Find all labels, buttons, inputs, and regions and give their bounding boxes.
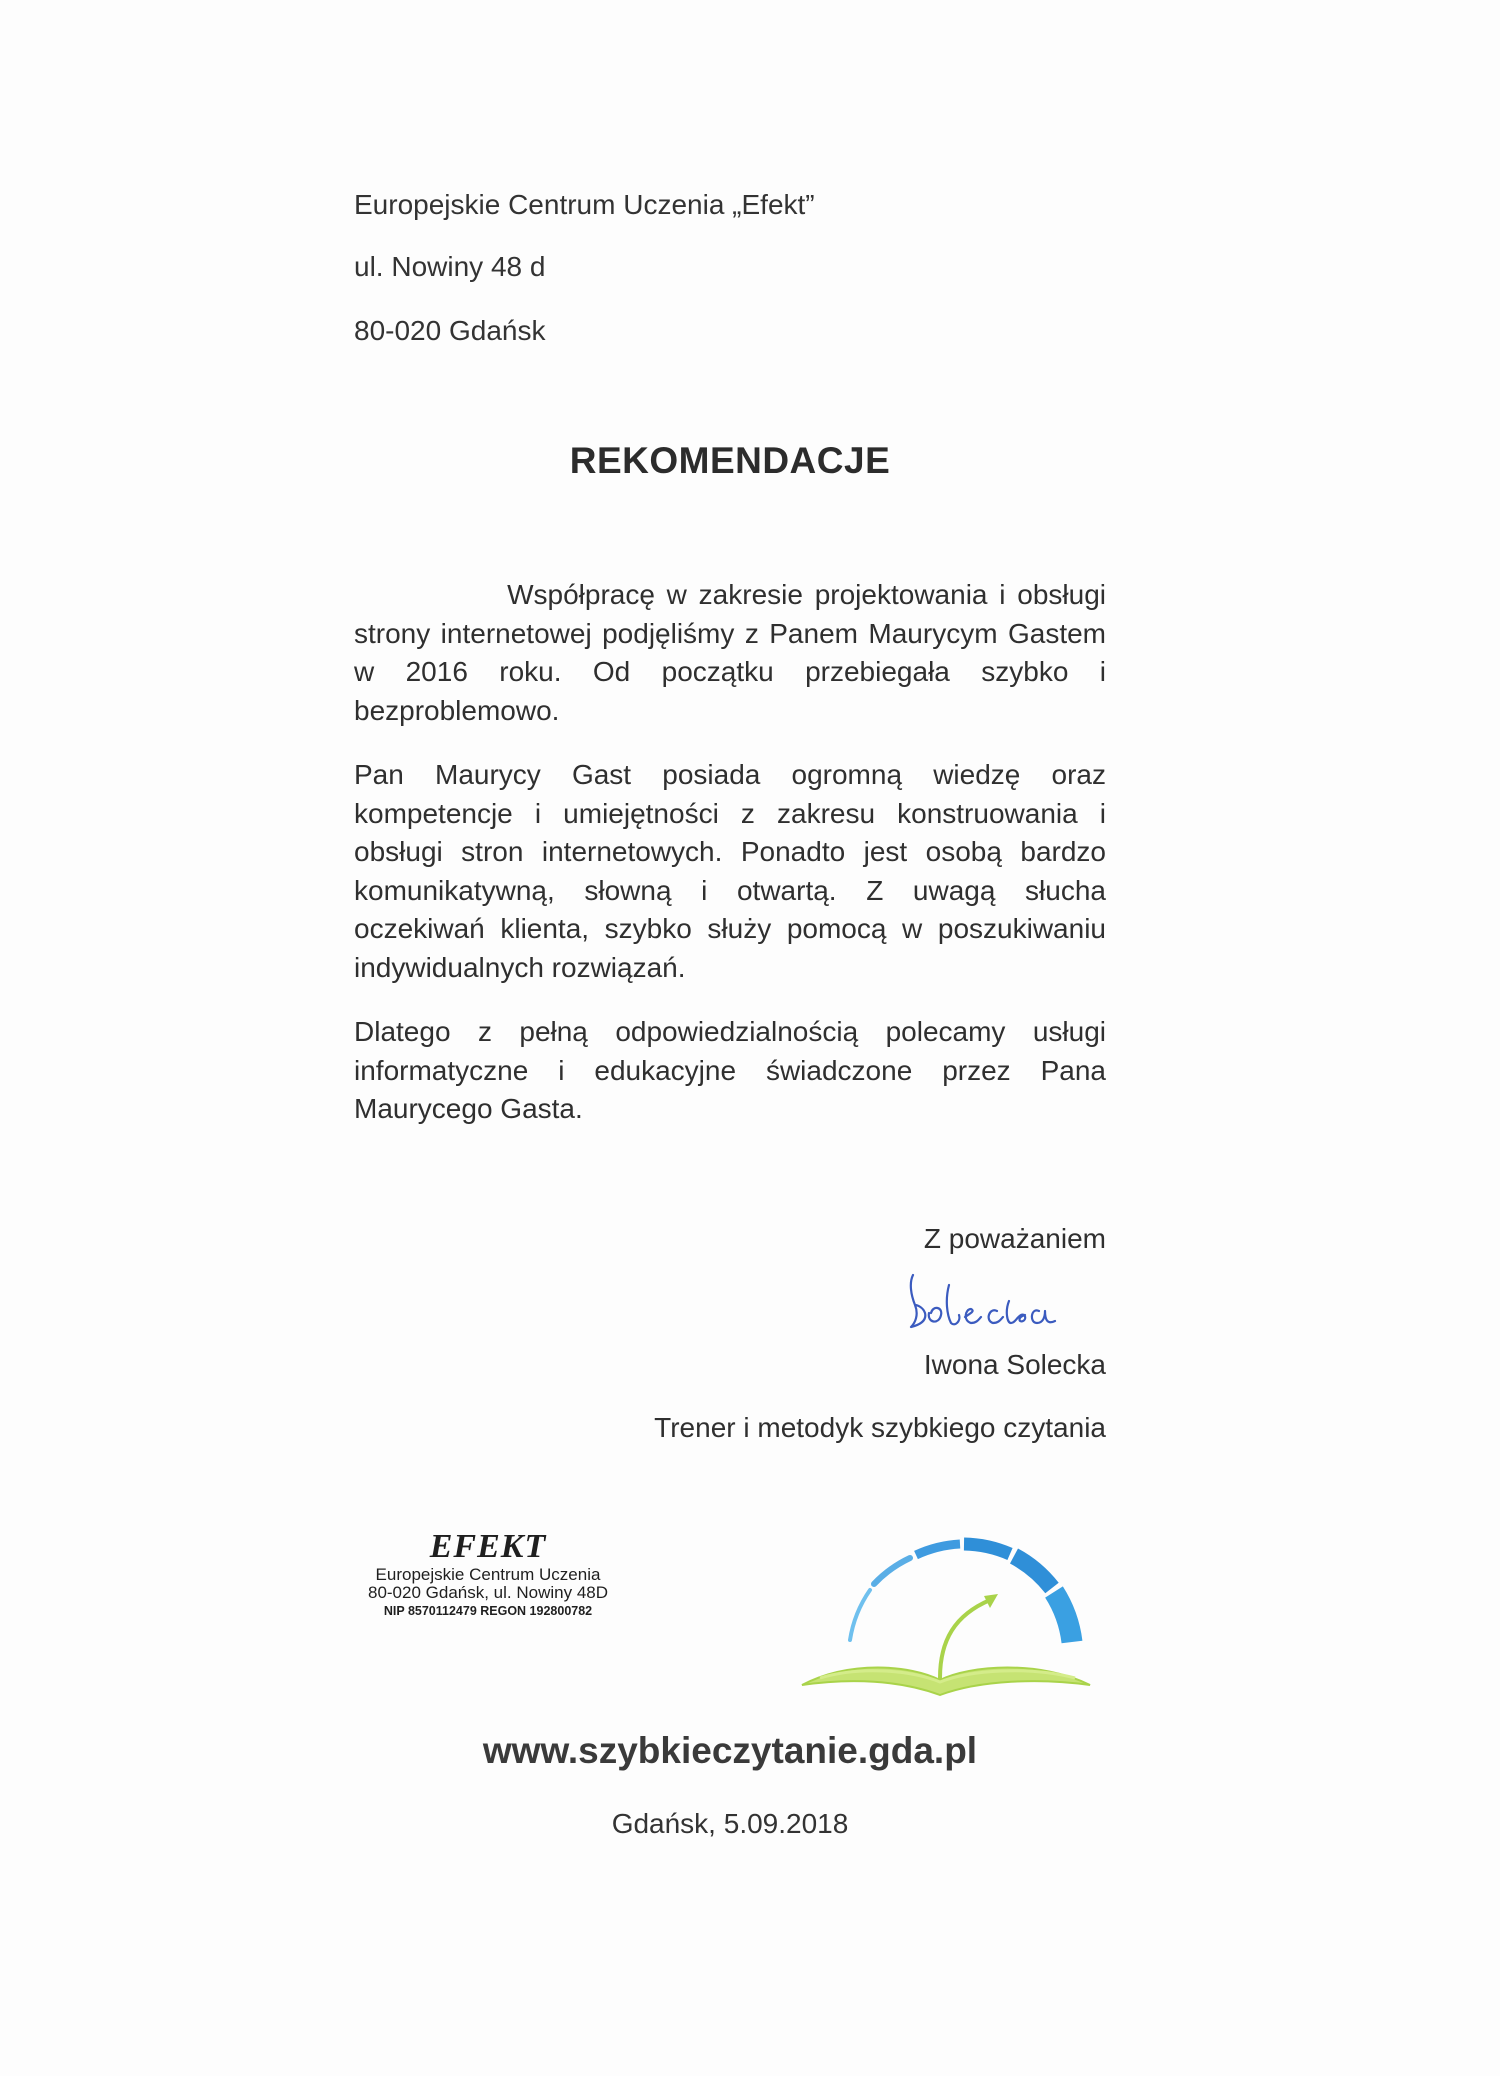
sender-street: ul. Nowiny 48 d [354,251,546,282]
sender-name: Europejskie Centrum Uczenia „Efekt” [354,189,815,220]
closing-greeting: Z poważaniem [923,1223,1106,1254]
stamp-line-2: 80-020 Gdańsk, ul. Nowiny 48D [367,1583,609,1602]
sender-city: 80-020 Gdańsk [354,315,546,346]
paragraph-3: Dlatego z pełną odpowiedzialnością polecamy usługi informatyczne i edukacyjne świadczone przez Pana Maurycego Gasta. [354,1016,1106,1124]
signer-name: Iwona Solecka [923,1349,1106,1380]
document-title: REKOMENDACJE [569,440,891,481]
document-date: Gdańsk, 5.09.2018 [611,1808,849,1839]
stamp-line-3: NIP 8570112479 REGON 192800782 [383,1604,593,1618]
website-url[interactable]: www.szybkieczytanie.gda.pl [482,1730,978,1771]
company-stamp [360,1528,616,1620]
signer-role: Trener i metodyk szybkiego czytania [654,1412,1106,1443]
signature-image [905,1265,1105,1345]
paragraph-1: Współpracę w zakresie projektowania i obsługi strony internetowej podjęliśmy z Panem Maurycym Gastem w 2016 roku. Od początku przebiegała szybko i bezproblemowo. [354,579,1106,726]
stamp-line-1: Europejskie Centrum Uczenia [375,1565,601,1584]
stamp-company-name: EFEKT [429,1528,547,1565]
paragraph-2: Pan Maurycy Gast posiada ogromną wiedzę oraz kompetencje i umiejętności z zakresu konstruowania i obsługi stron internetowych. Ponadto jest osobą bardzo komunikatywną, słowną i otwartą. Z uwagą słucha oczekiwań klienta, szybko służy pomocą w poszukiwaniu indywidualnych rozwiązań. [354,759,1106,983]
book-speedometer-logo [790,1530,1100,1700]
